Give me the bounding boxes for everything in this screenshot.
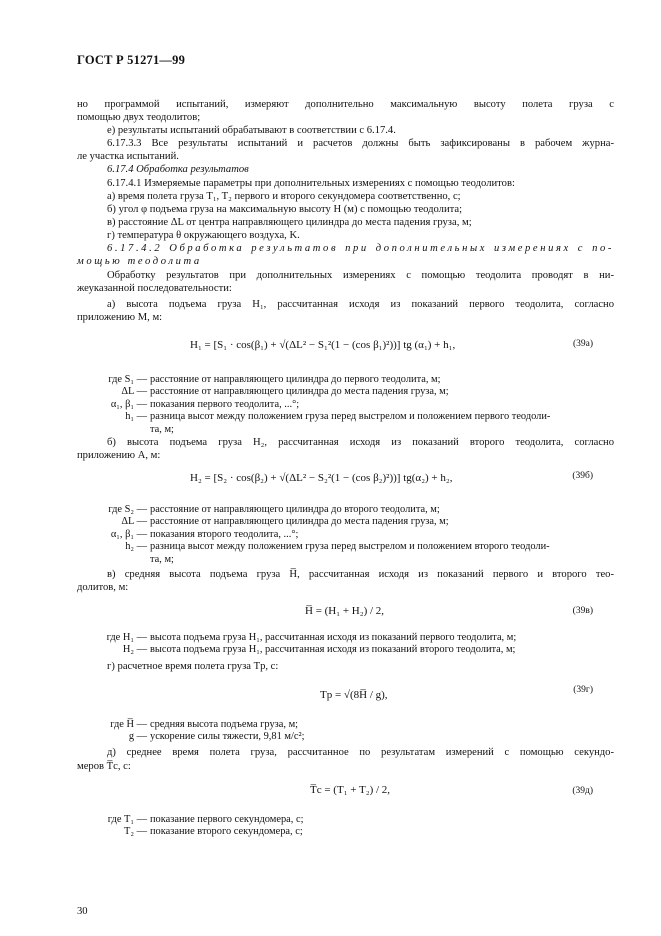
text-line: 6.17.3.3 Все результаты испытаний и расчетов должны быть зафиксированы в рабочем журна- [107, 138, 614, 149]
definitions-block: где S₂ — расстояние от направляющего цилиндра до второго теодолита, м; ΔL — расстояние от направляющего цилиндра до места падения груза, м; α₁, β₁ — показания второго теодолита, ...°; h₂ — разница высот между положением груза перед выстрелом и положением второго теодоли- та, м; [108, 504, 550, 565]
equation-number: (39в) [572, 606, 593, 616]
list-item: в) расстояние ΔL от центра направляющего цилиндра до места падения груза, м; [107, 217, 472, 228]
equation-number: (39а) [572, 339, 593, 349]
list-item: в) средняя высота подъема груза H̅, рассчитанная исходя из показаний первого и второго тео- [107, 569, 614, 580]
formula-39a: H₁ = [S₁ · cos(β₁) + √(ΔL² − S₁²(1 − (cos β₁)²))] tg (α₁) + h₁, [190, 339, 456, 351]
list-item: а) высота подъема груза H₁, рассчитанная исходя из показаний первого теодолита, согласно [107, 299, 614, 310]
text-line: жеуказанной последовательности: [77, 283, 232, 294]
subsection-title: 6.17.4 Обработка результатов [107, 164, 249, 175]
text-line: меров T̅с, с: [77, 761, 131, 772]
list-item: д) среднее время полета груза, рассчитанное по результатам измерений с помощью секундо- [107, 747, 614, 758]
text-line: е) результаты испытаний обрабатывают в соответствии с 6.17.4. [107, 125, 396, 136]
text-line: помощью двух теодолитов; [77, 112, 201, 123]
formula-39b: H₂ = [S₂ · cos(β₂) + √(ΔL² − S₂²(1 − (cos β₂)²))] tg(α₂) + h₂, [190, 472, 453, 484]
list-item: а) время полета груза T₁, T₂ первого и второго секундомера соответственно, с; [107, 191, 461, 202]
text-line: приложению М, м: [77, 312, 163, 323]
text-line: Обработку результатов при дополнительных измерениях с помощью теодолита проводят в ни- [107, 270, 614, 281]
page-number: 30 [77, 906, 88, 917]
formula-39g: Tр = √(8H̅ / g), [320, 689, 388, 701]
definitions-block: где S₁ — расстояние от направляющего цилиндра до первого теодолита, м; ΔL — расстояние от направляющего цилиндра до места падения груза, м; α₁, β₁ — показания первого теодолита, ...°; h₁ — разница высот между положением груза перед выстрелом и положением первого теодоли- та, м; [108, 374, 551, 435]
text-line: приложению А, м: [77, 450, 161, 461]
equation-number: (39г) [573, 685, 593, 695]
list-item: б) высота подъема груза H₂, рассчитанная исходя из показаний второго теодолита, согласно [107, 437, 614, 448]
list-item: б) угол φ подъема груза на максимальную высоту H (м) с помощью теодолита; [107, 204, 463, 215]
definitions-block: где T₁ — показание первого секундомера, с; T₂ — показание второго секундомера, с; [107, 814, 304, 838]
subsection-title: 6.17.4.2 Обработка результатов при дополнительных измерениях с по- [107, 243, 614, 254]
definitions-block: где H₁ — высота подъема груза H₁, рассчитанная исходя из показаний первого теодолита, м; H₂ — высота подъема груза H₁, рассчитанная исходя из показаний второго теодолита, м; [106, 632, 517, 656]
text-line: 6.17.4.1 Измеряемые параметры при дополнительных измерениях с помощью теодолитов: [107, 178, 515, 189]
text-line: но программой испытаний, измеряют дополнительно максимальную высоту полета груза с [77, 99, 614, 110]
text-line: ле участка испытаний. [77, 151, 179, 162]
document-header: ГОСТ Р 51271—99 [77, 53, 186, 67]
equation-number: (39б) [572, 471, 593, 481]
list-item: г) расчетное время полета груза Tр, с: [107, 661, 279, 672]
list-item: г) температура θ окружающего воздуха, K. [107, 230, 300, 241]
definitions-block: где H̅ — средняя высота подъема груза, м; g — ускорение силы тяжести, 9,81 м/с²; [110, 719, 305, 743]
equation-number: (39д) [572, 786, 593, 796]
subsection-title: мощью теодолита [77, 256, 202, 267]
formula-39v: H̅ = (H₁ + H₂) / 2, [305, 605, 385, 617]
formula-39d: T̅с = (T₁ + T₂) / 2, [310, 784, 391, 796]
text-line: долитов, м: [77, 582, 129, 593]
